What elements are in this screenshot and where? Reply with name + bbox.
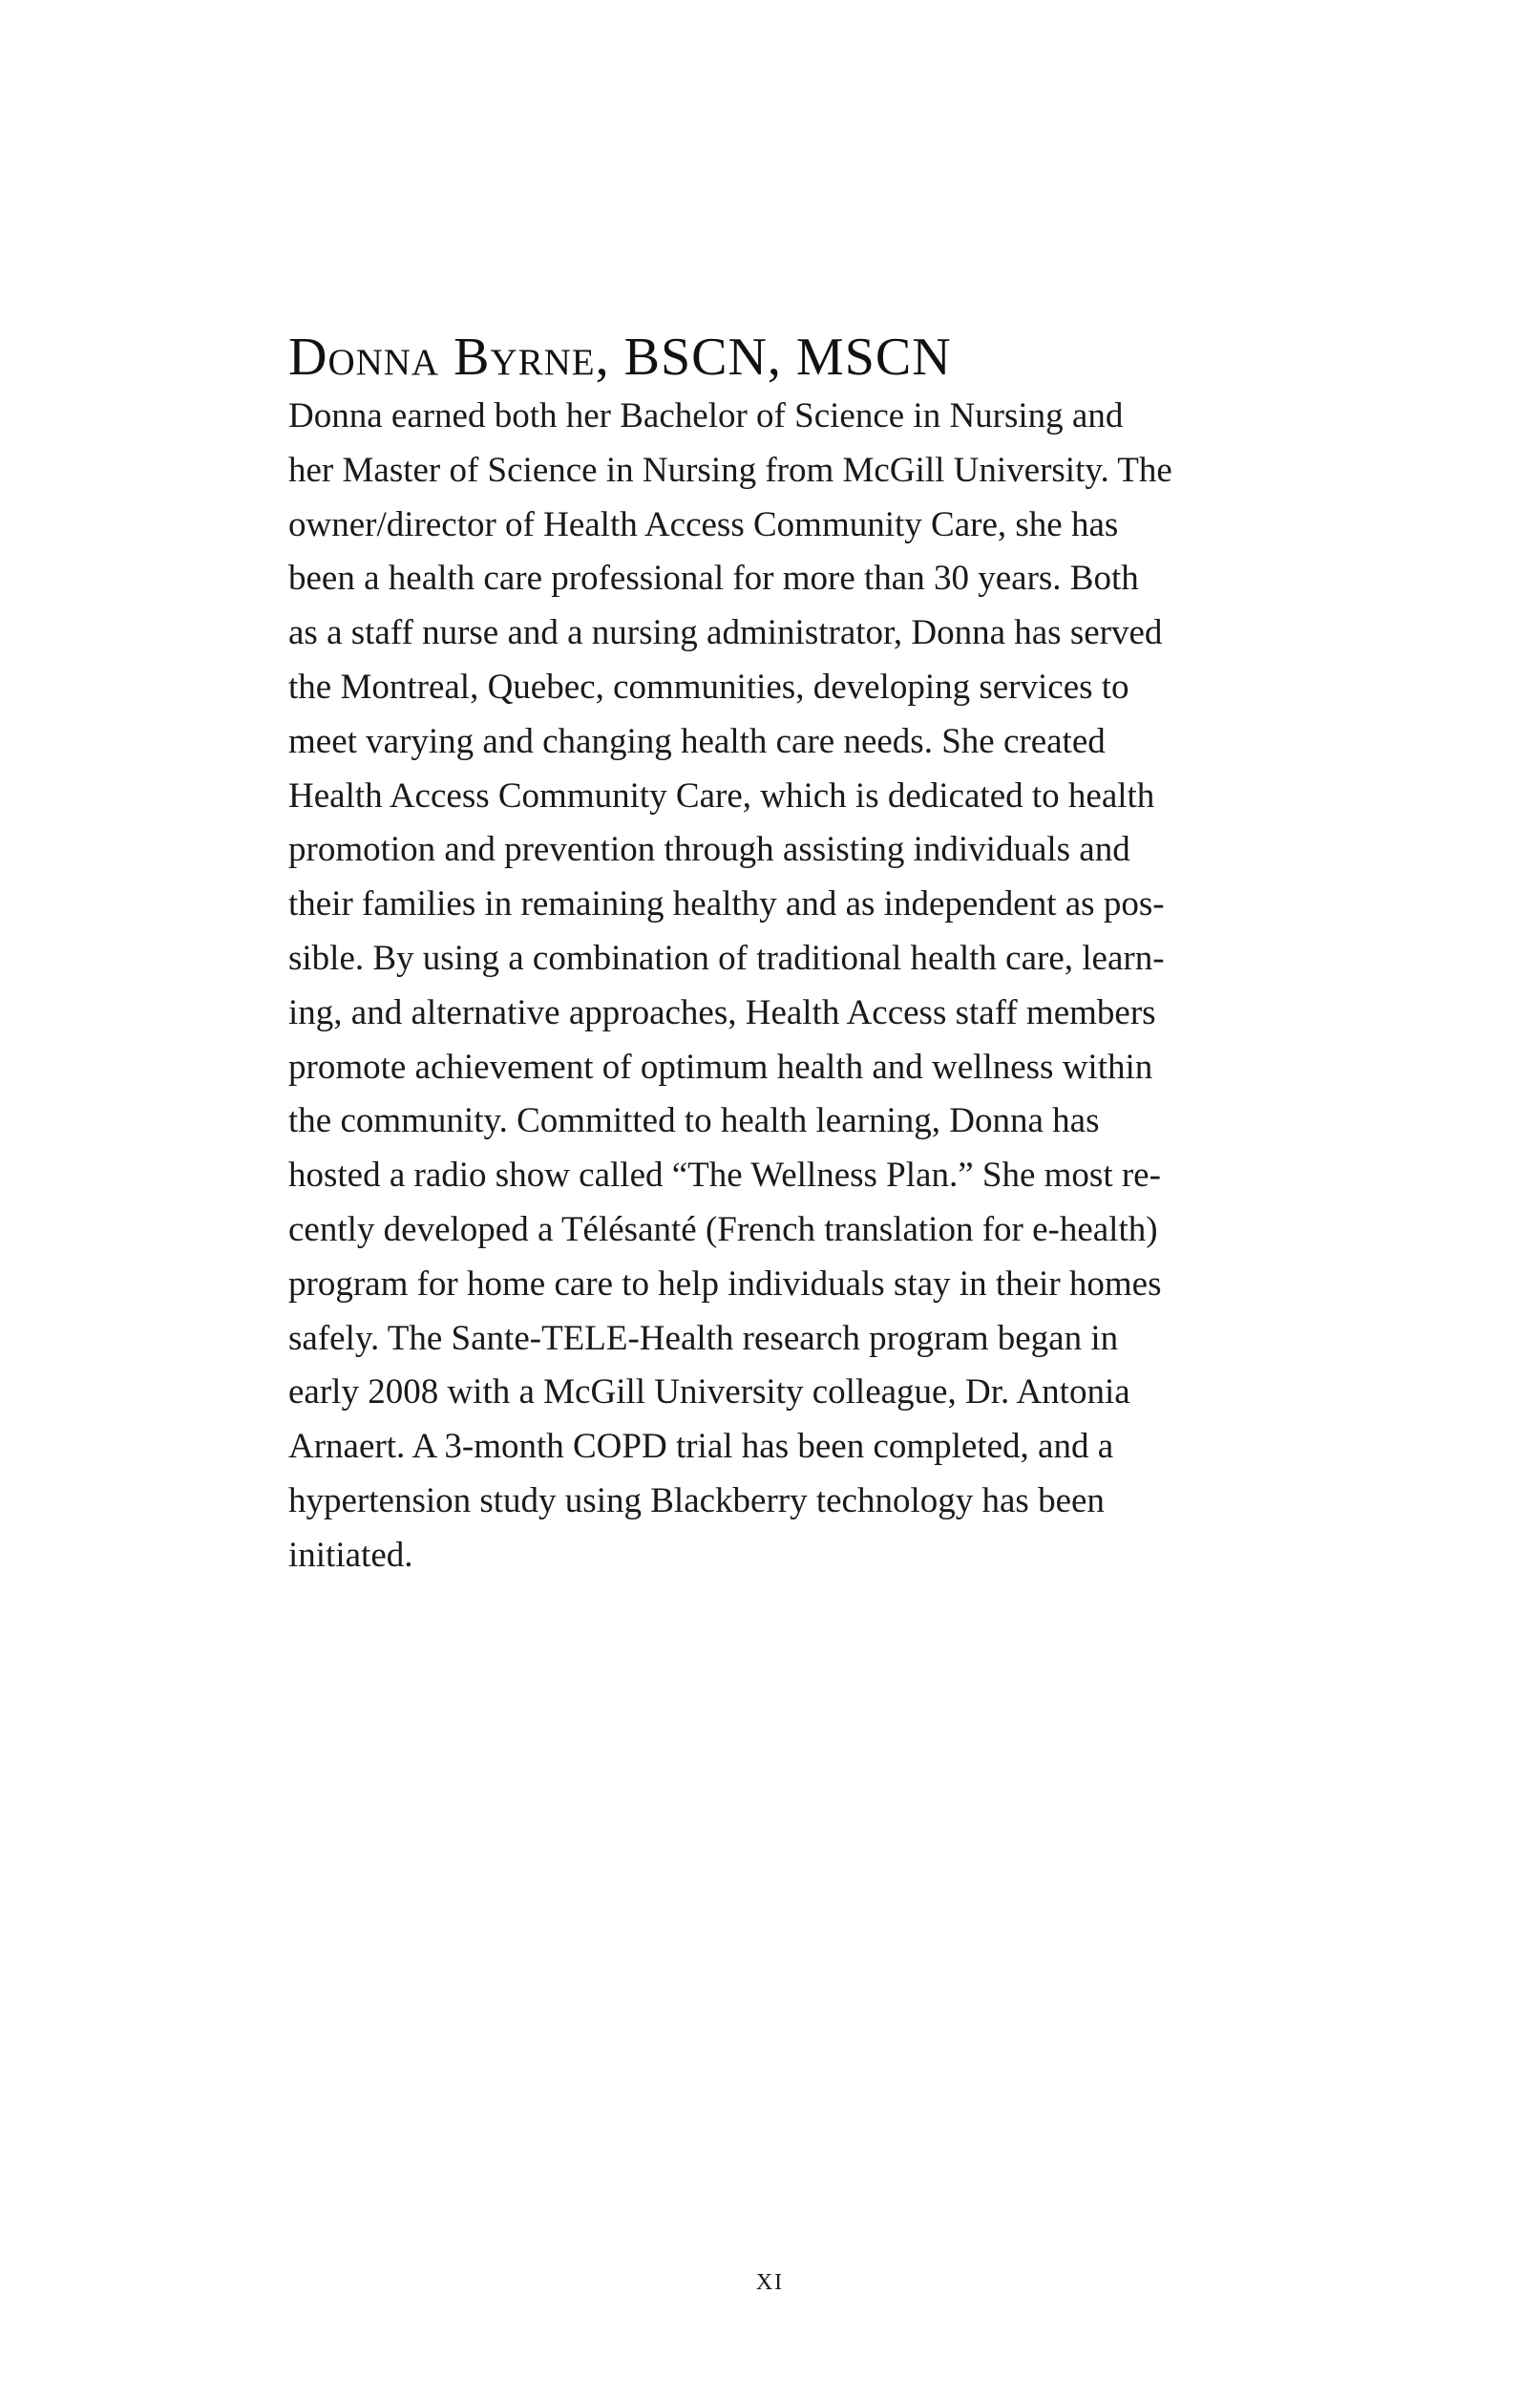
bio-line: Donna earned both her Bachelor of Science in Nursing and (288, 396, 1124, 435)
bio-line: promotion and prevention through assisting individuals and (288, 830, 1130, 870)
bio-line: the community. Committed to health learning, Donna has (288, 1101, 1100, 1141)
bio-line: owner/director of Health Access Community Care, she has (288, 504, 1119, 544)
bio-line: Arnaert. A 3-month COPD trial has been completed, and a (288, 1427, 1114, 1467)
bio-line: as a staff nurse and a nursing administrator, Donna has served (288, 613, 1163, 653)
bio-line: promote achievement of optimum health and wellness within (288, 1047, 1153, 1087)
bio-line: initiated. (288, 1535, 413, 1575)
bio-line: Health Access Community Care, which is dedicated to health (288, 775, 1155, 816)
author-bio (288, 327, 1281, 1583)
author-name-heading: Donna Byrne, BSCN, MSCN (288, 328, 952, 387)
bio-line: hosted a radio show called “The Wellness Plan.” She most re- (288, 1156, 1161, 1196)
bio-line: safely. The Sante-TELE-Health research program began in (288, 1318, 1119, 1358)
bio-line: cently developed a Télésanté (French translation for e-health) (288, 1209, 1158, 1249)
bio-line: been a health care professional for more than 30 years. Both (288, 559, 1139, 599)
bio-line: program for home care to help individuals stay in their homes (288, 1264, 1162, 1304)
bio-line: meet varying and changing health care needs. She created (288, 721, 1106, 761)
bio-paragraph (288, 390, 1281, 1583)
bio-line: hypertension study using Blackberry technology has been (288, 1480, 1105, 1520)
bio-line: her Master of Science in Nursing from McGill University. The (288, 450, 1172, 490)
bio-line: their families in remaining healthy and as independent as pos- (288, 884, 1165, 924)
bio-line: the Montreal, Quebec, communities, developing services to (288, 667, 1129, 707)
bio-line: sible. By using a combination of traditional health care, learn- (288, 938, 1165, 978)
bio-line: ing, and alternative approaches, Health Access staff members (288, 992, 1156, 1032)
page-number: xi (755, 2262, 785, 2297)
bio-line: early 2008 with a McGill University colleague, Dr. Antonia (288, 1372, 1130, 1412)
